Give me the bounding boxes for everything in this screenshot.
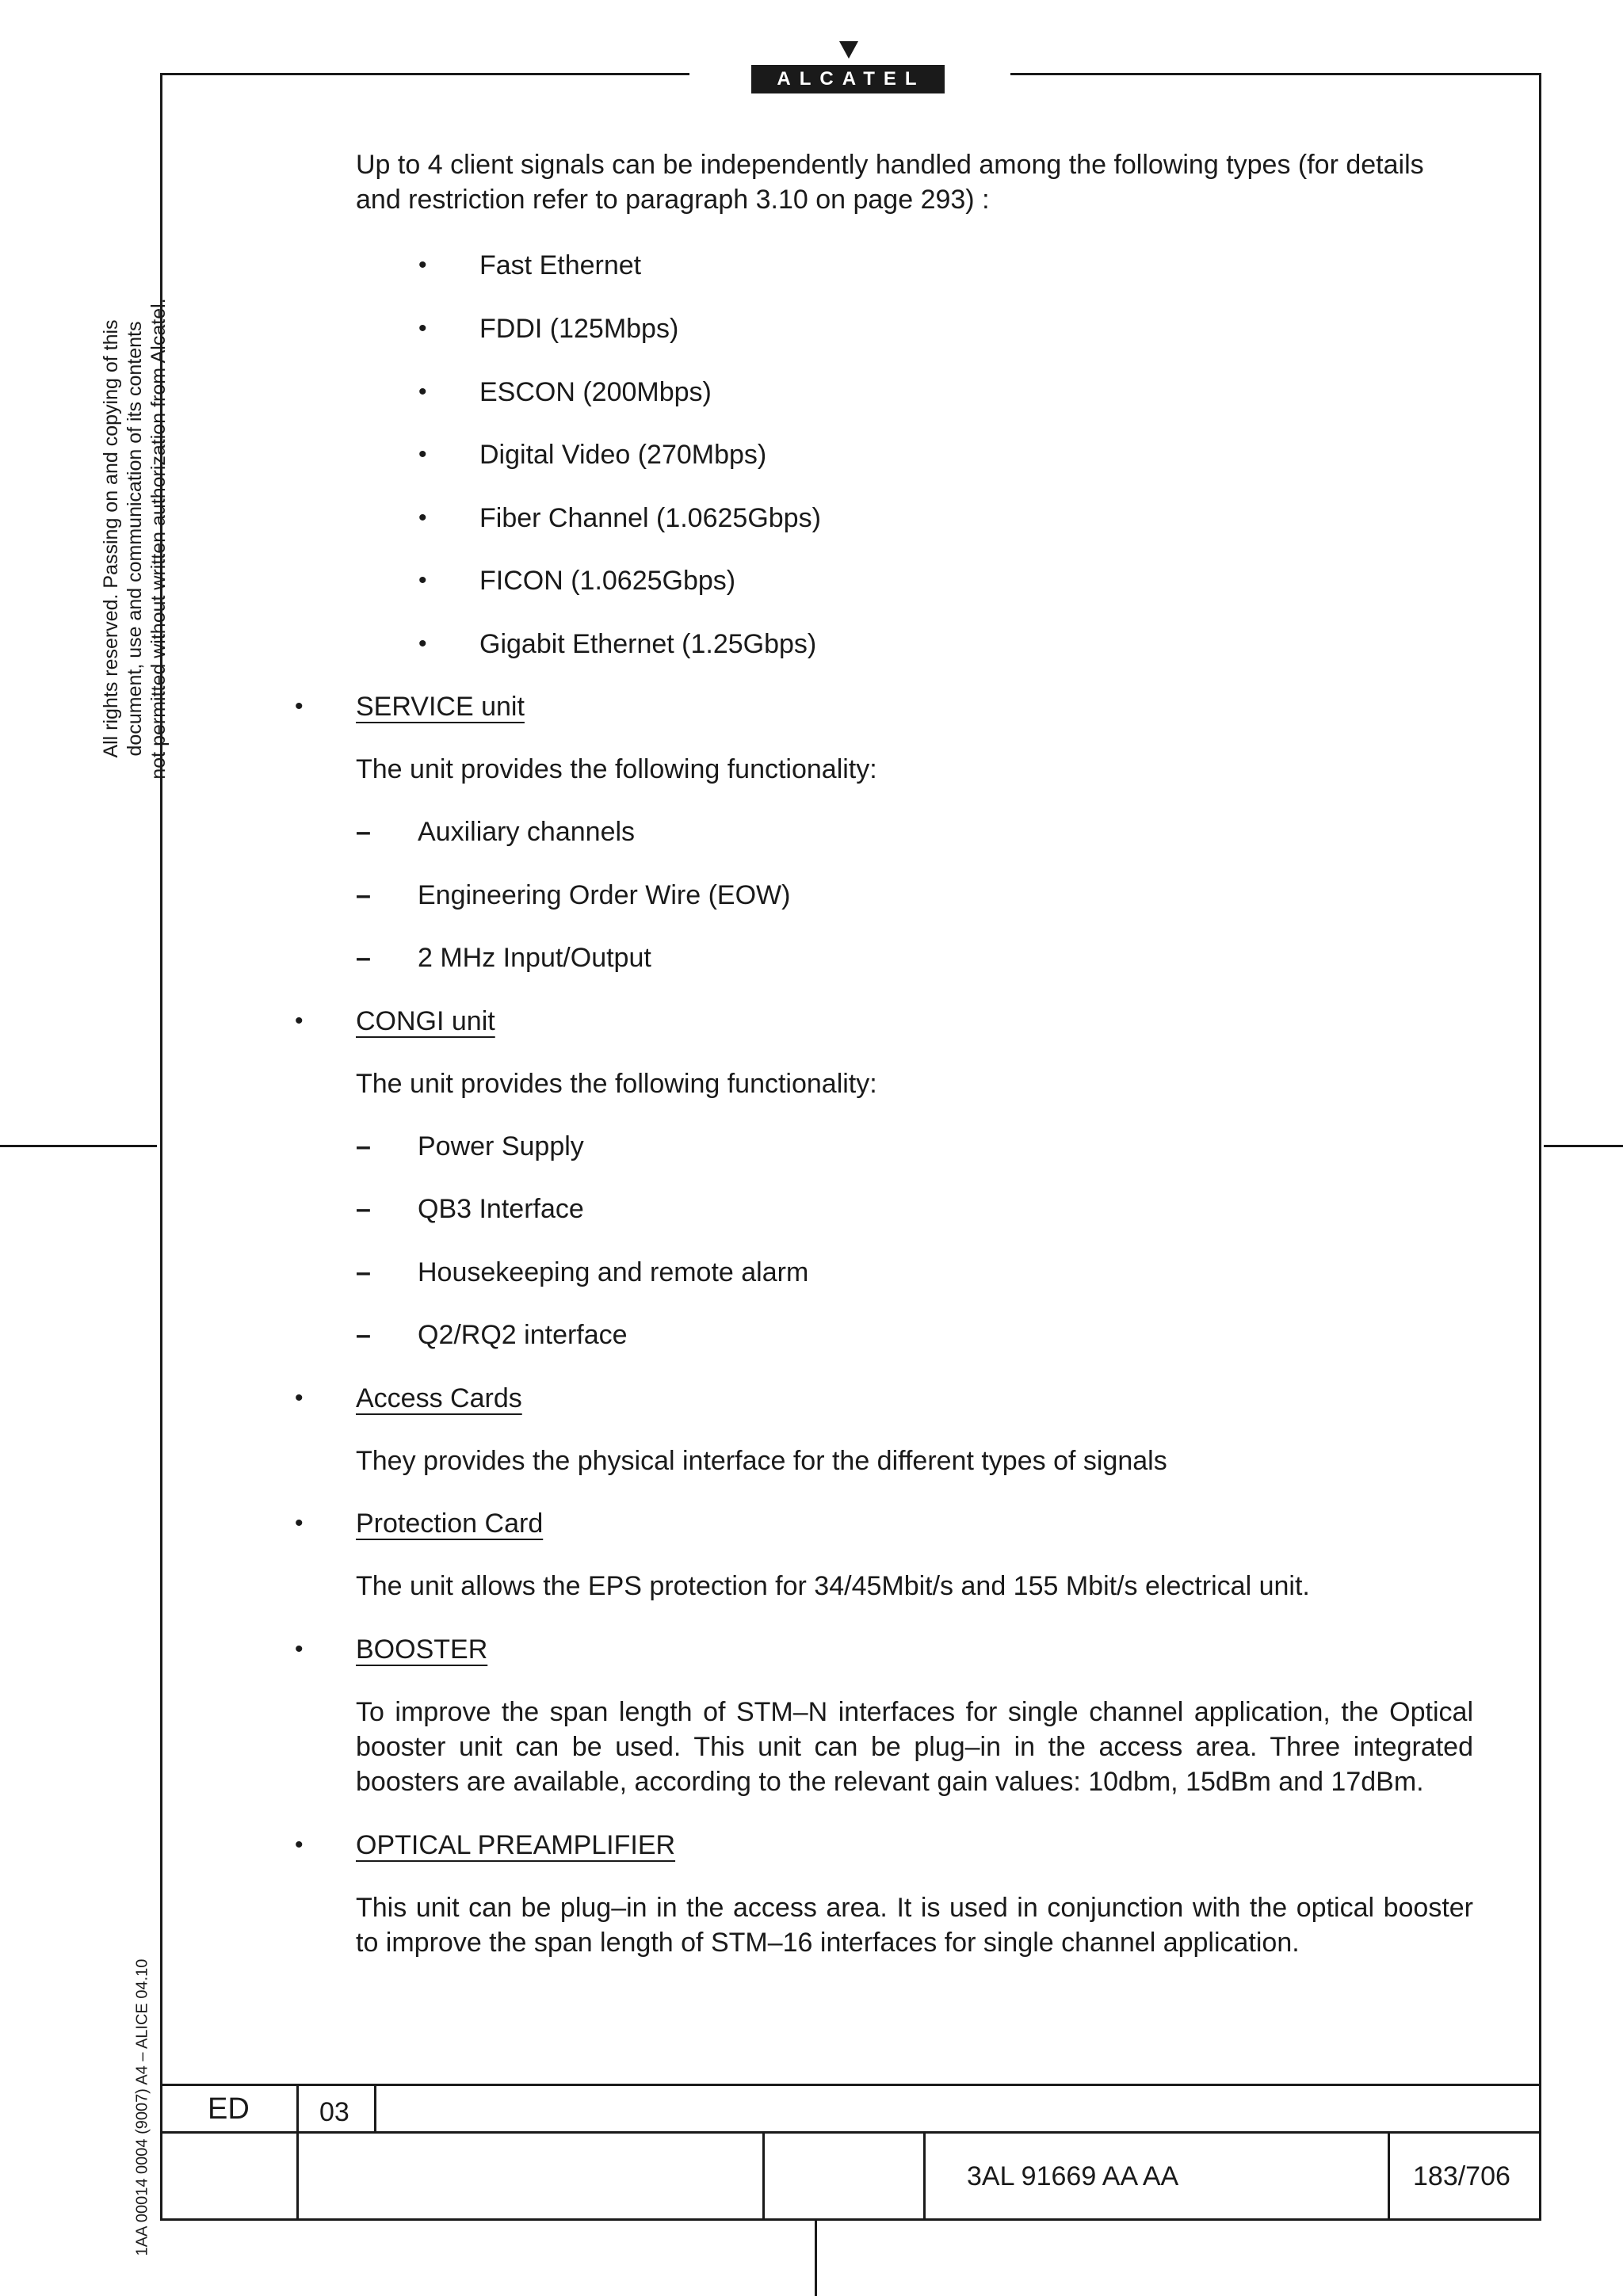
alcatel-logo: ALCATEL — [751, 65, 945, 93]
section-heading: CONGI unit — [356, 1006, 495, 1036]
list-item — [0, 437, 1623, 477]
bullet-icon: • — [418, 252, 427, 278]
section-heading: SERVICE unit — [356, 692, 525, 722]
section-heading: OPTICAL PREAMPLIFIER — [356, 1830, 676, 1860]
footer-divider — [296, 2084, 299, 2220]
client-type-label: Digital Video (270Mbps) — [479, 440, 767, 470]
frame-top-line-left — [160, 73, 689, 75]
bullet-icon: • — [418, 631, 427, 657]
bullet-icon: • — [418, 379, 427, 405]
copyright-line: All rights reserved. Passing on and copying of this — [100, 319, 122, 758]
section-description: They provides the physical interface for the different types of signals — [356, 1446, 1167, 1476]
page-number: 183/706 — [1413, 2161, 1510, 2191]
function-label: QB3 Interface — [418, 1194, 584, 1224]
client-type-label: Fiber Channel (1.0625Gbps) — [479, 503, 821, 533]
section-heading: BOOSTER — [356, 1634, 488, 1665]
list-item — [0, 1192, 1623, 1231]
list-item — [0, 248, 1623, 288]
list-item — [0, 375, 1623, 414]
footer-bottom-line — [160, 2218, 1541, 2221]
section-heading: Protection Card — [356, 1508, 544, 1539]
function-label: 2 MHz Input/Output — [418, 943, 651, 973]
function-label: Auxiliary channels — [418, 817, 636, 847]
section-description: The unit provides the following functionality: — [356, 1069, 877, 1099]
dash-icon: – — [356, 817, 371, 847]
client-type-label: Gigabit Ethernet (1.25Gbps) — [479, 629, 817, 659]
list-item — [0, 311, 1623, 351]
section-service — [0, 689, 1623, 729]
function-label: Power Supply — [418, 1131, 584, 1161]
document-number: 3AL 91669 AA AA — [967, 2161, 1179, 2191]
section-description: To improve the span length of STM–N interfaces for single channel application, the Optical booster unit can be used. This unit can be plug–in in the access area. Three integrated boosters are available, according to the relevant gain values: 10dbm, 15dBm and 17dBm. — [356, 1697, 1473, 1797]
section-heading: Access Cards — [356, 1383, 522, 1413]
section-access-cards — [0, 1381, 1623, 1421]
form-code: 1AA 00014 0004 (9007) A4 – ALICE 04.10 — [133, 1958, 151, 2256]
dash-icon: – — [356, 943, 371, 973]
dash-icon: – — [356, 880, 371, 910]
frame-top-line-right — [1010, 73, 1541, 75]
dash-icon: – — [356, 1257, 371, 1287]
section-description: The unit provides the following functionality: — [356, 754, 877, 784]
client-type-label: FICON (1.0625Gbps) — [479, 566, 736, 596]
bullet-icon: • — [295, 1385, 304, 1411]
section-protection-card — [0, 1506, 1623, 1546]
edition-number: 03 — [319, 2097, 349, 2127]
dash-icon: – — [356, 1131, 371, 1161]
client-type-label: FDDI (125Mbps) — [479, 314, 679, 344]
section-booster — [0, 1632, 1623, 1672]
list-item — [0, 1129, 1623, 1169]
bottom-center-mark — [815, 2220, 817, 2296]
bullet-icon: • — [295, 1636, 304, 1662]
bullet-icon: • — [418, 505, 427, 531]
list-item — [0, 940, 1623, 980]
alcatel-logo-triangle-icon — [839, 41, 858, 59]
footer-divider — [1388, 2131, 1390, 2220]
footer-mid-line — [160, 2131, 1541, 2134]
copyright-line: document, use and communication of its contents — [124, 321, 146, 757]
section-optical-preamplifier — [0, 1828, 1623, 1867]
client-type-label: ESCON (200Mbps) — [479, 377, 712, 407]
list-item — [0, 627, 1623, 666]
footer-top-line — [160, 2084, 1541, 2086]
list-item — [0, 1255, 1623, 1295]
footer-divider — [762, 2131, 765, 2220]
bullet-icon: • — [295, 693, 304, 719]
intro-paragraph: Up to 4 client signals can be independently handled among the following types (for details and restriction refer to paragraph 3.10 on page 293) : — [356, 150, 1424, 215]
client-type-label: Fast Ethernet — [479, 250, 642, 280]
list-item — [0, 878, 1623, 917]
bullet-icon: • — [418, 567, 427, 593]
list-item — [0, 814, 1623, 854]
section-congi — [0, 1004, 1623, 1043]
copyright-line: not permitted without written authorization from Alcatel. — [147, 298, 170, 780]
bullet-icon: • — [295, 1832, 304, 1858]
dash-icon: – — [356, 1320, 371, 1350]
edition-label: ED — [208, 2092, 250, 2126]
section-description: This unit can be plug–in in the access area. It is used in conjunction with the optical booster to improve the span length of STM–16 interfaces for single channel application. — [356, 1893, 1473, 1958]
function-label: Engineering Order Wire (EOW) — [418, 880, 791, 910]
bullet-icon: • — [418, 315, 427, 341]
footer-divider — [374, 2084, 376, 2133]
bullet-icon: • — [295, 1510, 304, 1536]
function-label: Q2/RQ2 interface — [418, 1320, 628, 1350]
function-label: Housekeeping and remote alarm — [418, 1257, 809, 1287]
list-item — [0, 1318, 1623, 1357]
bullet-icon: • — [295, 1008, 304, 1034]
list-item — [0, 563, 1623, 603]
section-description: The unit allows the EPS protection for 34/45Mbit/s and 155 Mbit/s electrical unit. — [356, 1571, 1310, 1601]
dash-icon: – — [356, 1194, 371, 1224]
bullet-icon: • — [418, 441, 427, 467]
list-item — [0, 501, 1623, 540]
footer-divider — [923, 2131, 926, 2220]
